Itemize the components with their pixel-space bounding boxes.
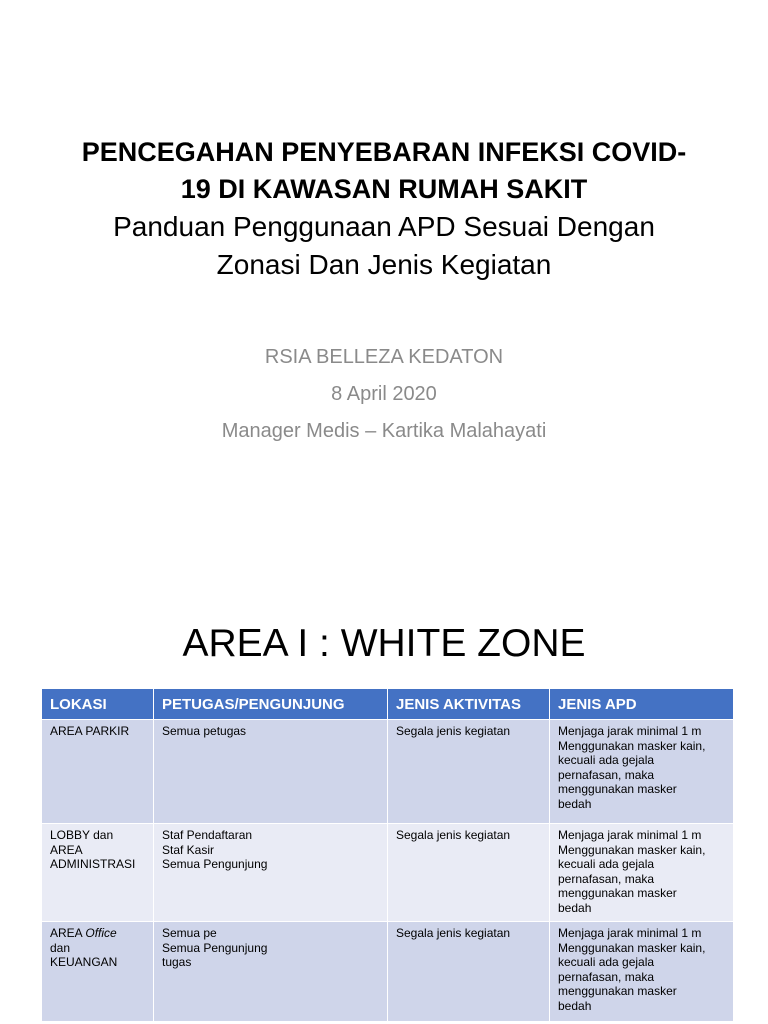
title-line-1: PENCEGAHAN PENYEBARAN INFEKSI COVID- (81, 137, 687, 167)
cell-text: menggunakan masker (558, 984, 677, 998)
white-zone-slide (0, 576, 768, 1024)
cell-text: Menggunakan masker kain, (558, 842, 706, 857)
table-header-row (42, 689, 734, 720)
subtitle-line-1: Panduan Penggunaan APD Sesuai Dengan (113, 211, 655, 242)
cell-aktivitas: Segala jenis kegiatan (388, 824, 550, 922)
cell-text: Menggunakan masker kain, (558, 738, 706, 753)
cell-text: Staf Kasir (162, 842, 215, 857)
cell-text: Menjaga jarak minimal 1 m (558, 828, 702, 842)
subtitle-line-2: Zonasi Dan Jenis Kegiatan (216, 249, 552, 280)
zone-title: AREA I : WHITE ZONE (182, 622, 586, 665)
cell-text-prefix: AREA (50, 926, 86, 940)
cell-text: dan (50, 940, 71, 955)
slide-title (40, 134, 728, 208)
cell-text: ADMINISTRASI (50, 857, 136, 871)
cell-text: pernafasan, maka (558, 767, 655, 782)
presentation-date: 8 April 2020 (331, 383, 437, 405)
cell-text-italic: Office (85, 926, 117, 940)
cell-text: Semua Pengunjung (162, 857, 268, 871)
column-header-petugas: PETUGAS/PENGUNJUNG (154, 689, 388, 720)
cell-text: Staf Pendaftaran (162, 828, 253, 842)
cell-petugas (154, 824, 388, 922)
cell-text: menggunakan masker (558, 886, 677, 900)
cell-text: bedah (558, 998, 592, 1013)
column-header-lokasi: LOKASI (42, 689, 154, 720)
table-row (42, 720, 734, 824)
cell-text: bedah (558, 796, 592, 811)
cell-lokasi (42, 720, 154, 824)
cell-lokasi (42, 824, 154, 922)
cell-apd (550, 824, 734, 922)
cell-text: bedah (558, 900, 592, 915)
cell-text: pernafasan, maka (558, 871, 655, 886)
cell-text: Semua pe (162, 926, 217, 940)
cell-apd (550, 720, 734, 824)
table-row (42, 824, 734, 922)
cell-text: menggunakan masker (558, 782, 677, 796)
cell-text: pernafasan, maka (558, 969, 655, 984)
cell-text (50, 926, 145, 941)
organization-name: RSIA BELLEZA KEDATON (264, 346, 504, 368)
cell-text: Menjaga jarak minimal 1 m (558, 724, 702, 738)
white-zone-table (41, 688, 734, 1022)
cell-text: kecuali ada gejala (558, 955, 655, 969)
slide-subtitle (40, 208, 728, 284)
title-line-2: 19 DI KAWASAN RUMAH SAKIT (180, 174, 588, 204)
column-header-aktivitas: JENIS AKTIVITAS (388, 689, 550, 720)
table-row (42, 922, 734, 1022)
cell-apd (550, 922, 734, 1022)
cell-text: Menjaga jarak minimal 1 m (558, 926, 702, 940)
cell-lokasi (42, 922, 154, 1022)
cell-text: kecuali ada gejala (558, 753, 655, 767)
cell-text: KEUANGAN (50, 955, 118, 969)
column-header-apd: JENIS APD (550, 689, 734, 720)
cell-text: LOBBY dan (50, 828, 114, 842)
title-block (40, 134, 728, 284)
cell-aktivitas: Segala jenis kegiatan (388, 922, 550, 1022)
presenter-info (40, 339, 728, 450)
cell-petugas (154, 720, 388, 824)
cell-text: kecuali ada gejala (558, 857, 655, 871)
cell-text: Semua petugas (162, 724, 247, 738)
cell-text: tugas (162, 955, 192, 969)
author-name: Manager Medis – Kartika Malahayati (221, 420, 547, 442)
cell-text: AREA (50, 842, 83, 857)
cell-text: AREA PARKIR (50, 724, 130, 738)
cell-text: Semua Pengunjung (162, 940, 268, 955)
cell-aktivitas: Segala jenis kegiatan (388, 720, 550, 824)
cell-text: Menggunakan masker kain, (558, 940, 706, 955)
cell-petugas (154, 922, 388, 1022)
